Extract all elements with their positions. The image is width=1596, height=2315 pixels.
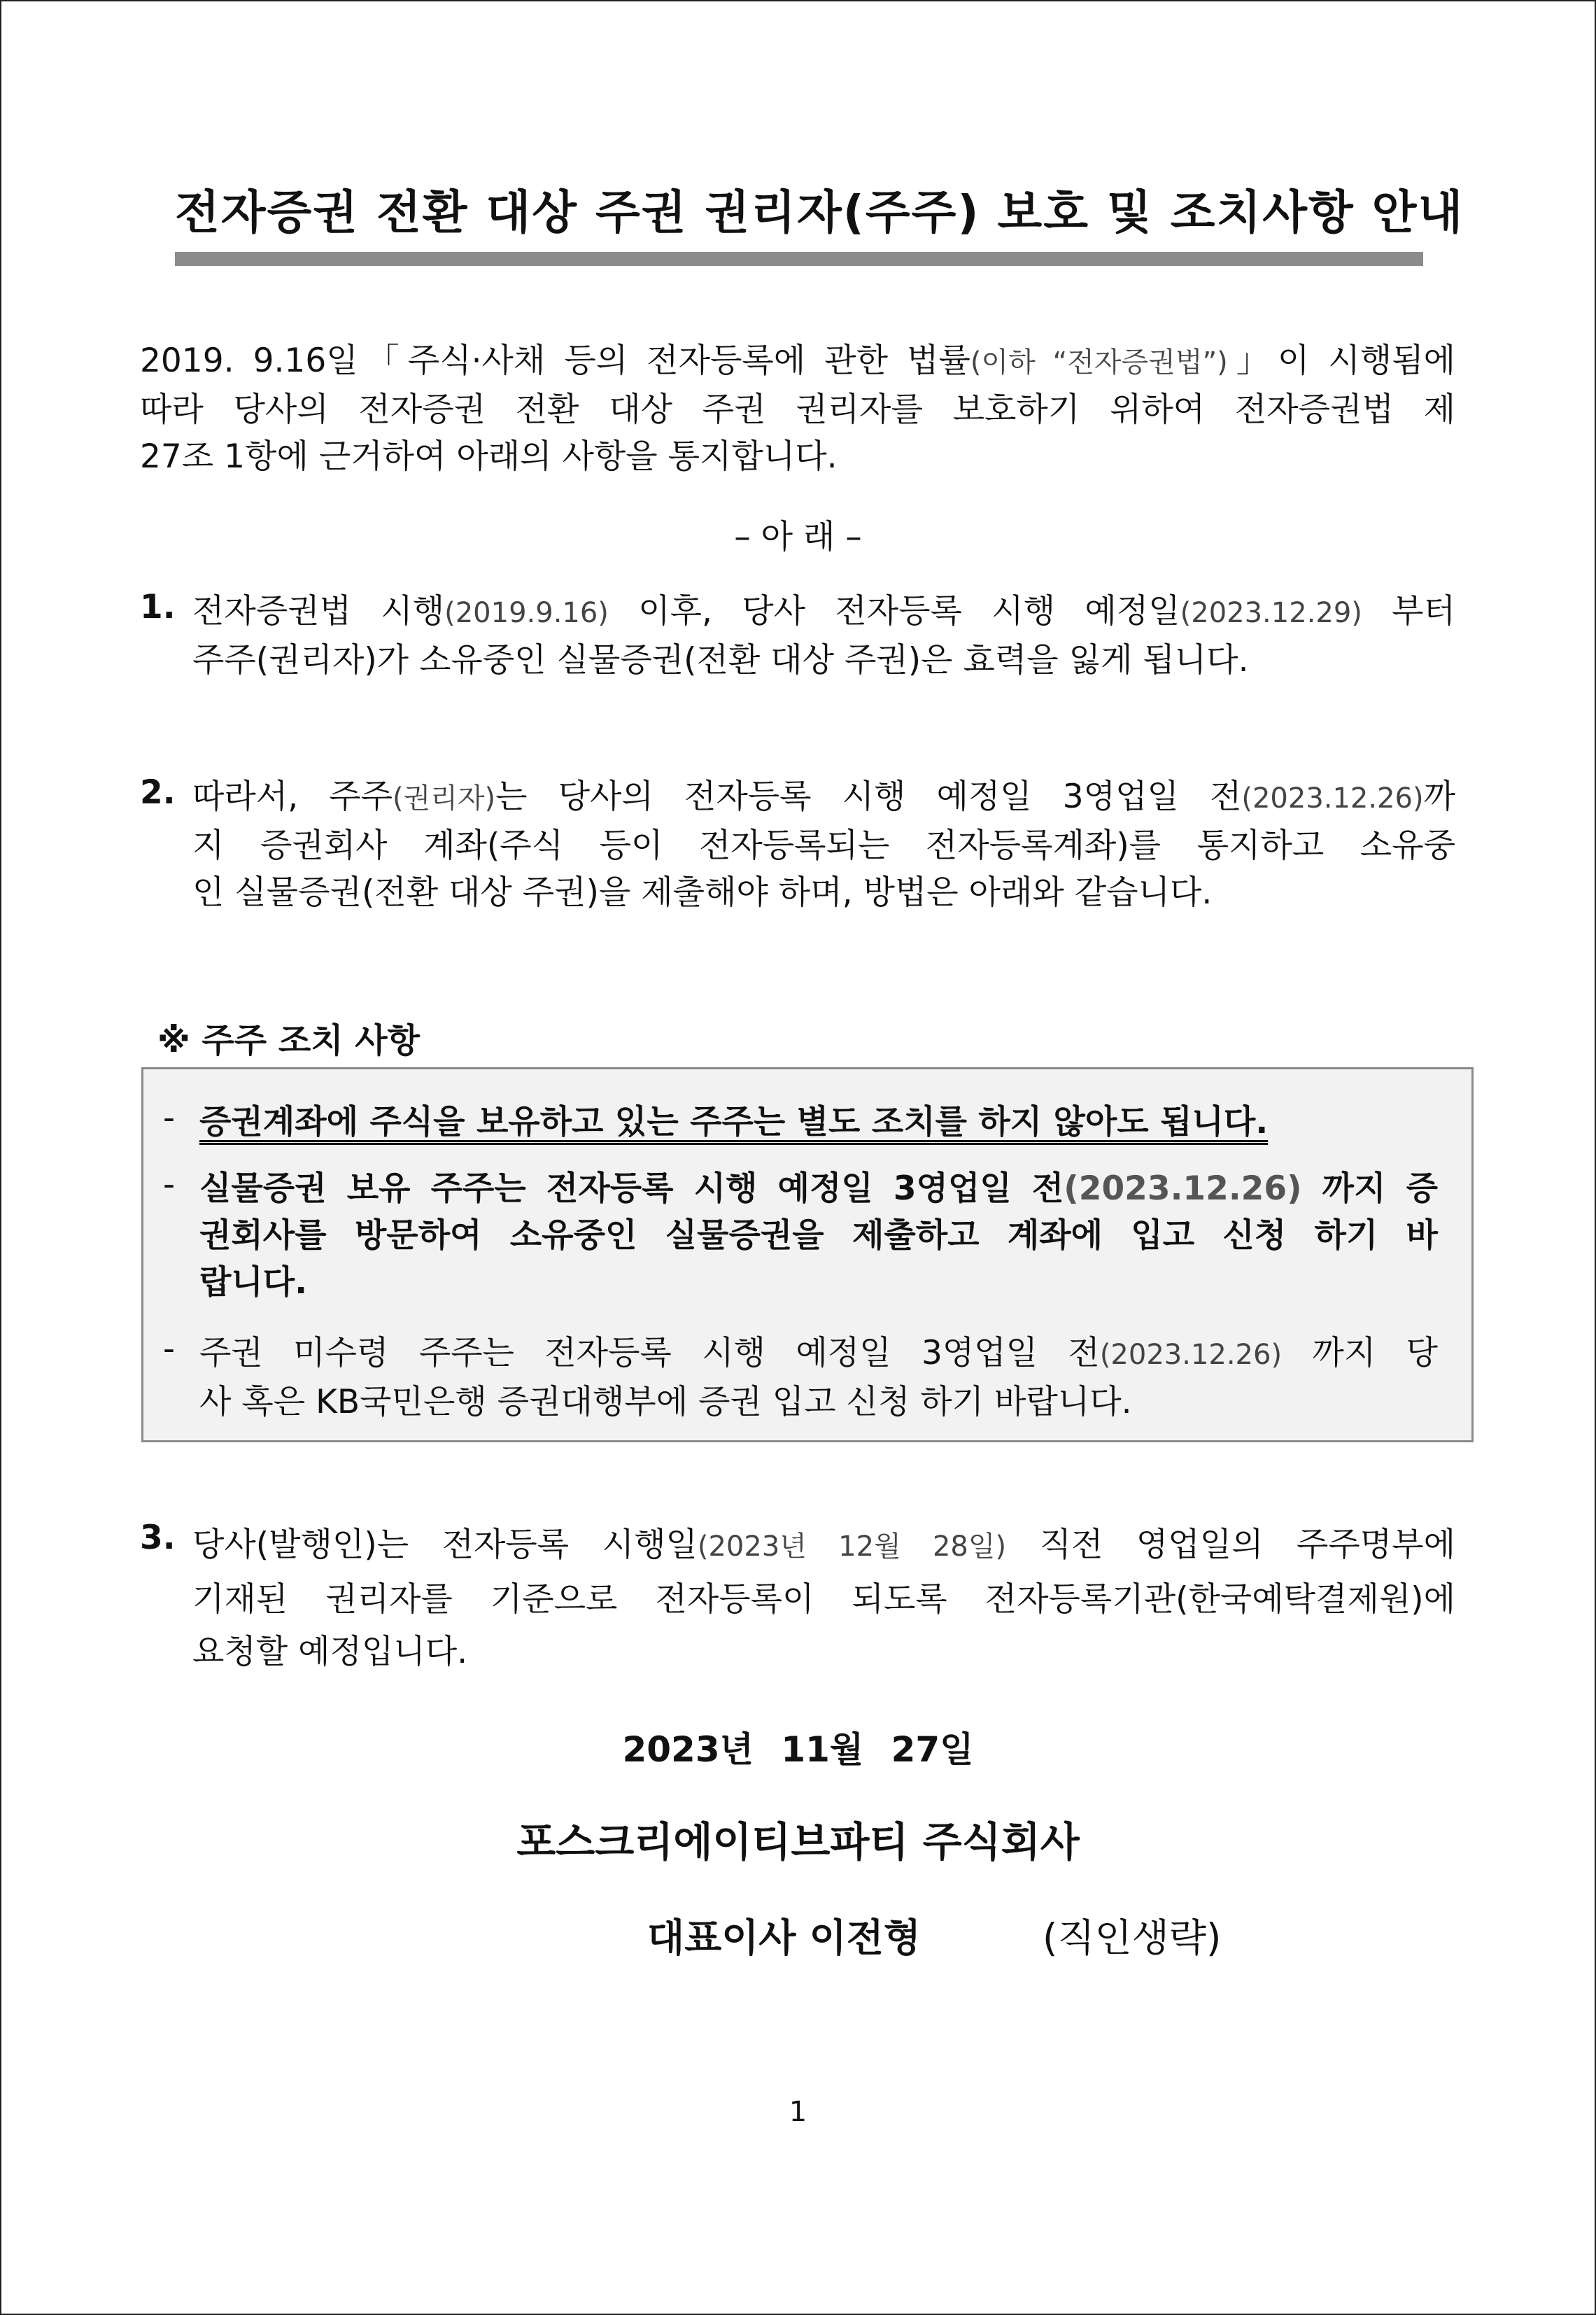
company-name: 포스크리에이티브파티 주식회사 (516, 1818, 1080, 1866)
item-2-number: 2. (140, 773, 176, 812)
item-2-line-1: 따라서, 주주(권리자)는 당사의 전자등록 시행 예정일 3영업일 전(2023.12.26)까 (192, 777, 1455, 816)
item-1-number: 1. (140, 588, 176, 626)
ceo-name: 대표이사 이전형 (647, 1915, 921, 1960)
below-label: – 아 래 – (734, 518, 862, 556)
intro-line-1: 2019. 9.16일「주식·사채 등의 전자등록에 관한 법률(이하 “전자증권법”)」이 시행됨에 (140, 342, 1455, 380)
bullet-dash-3: - (163, 1330, 175, 1368)
page-number: 1 (789, 2096, 807, 2128)
bullet-3-line-1: 주권 미수령 주주는 전자등록 시행 예정일 3영업일 전(2023.12.26) 까지 당 (199, 1334, 1438, 1372)
item-2-body (192, 773, 1455, 916)
item-3-number: 3. (140, 1519, 176, 1557)
bullet-dash-2: - (163, 1165, 175, 1204)
bullet-2 (199, 1165, 1438, 1306)
bullet-2-line-3: 랍니다. (199, 1263, 308, 1302)
item-1-body (192, 588, 1455, 684)
item-2-line-3: 인 실물증권(전환 대상 주권)을 제출해야 하며, 방법은 아래와 같습니다. (192, 873, 1213, 912)
notice-date: 2023년 11월 27일 (622, 1729, 974, 1770)
seal-omitted-note: (직인생략) (1043, 1915, 1222, 1960)
bullet-1-text: 증권계좌에 주식을 보유하고 있는 주주는 별도 조치를 하지 않아도 됩니다. (199, 1103, 1269, 1141)
item-3-line-1: 당사(발행인)는 전자등록 시행일(2023년 12월 28일) 직전 영업일의 주주명부에 (192, 1526, 1456, 1564)
bullet-dash-1: - (163, 1099, 175, 1137)
item-1-line-2: 주주(권리자)가 소유중인 실물증권(전환 대상 주권)은 효력을 잃게 됩니다. (192, 641, 1249, 680)
document-title: 전자증권 전환 대상 주권 권리자(주주) 보호 및 조치사항 안내 (175, 185, 1464, 239)
bullet-2-line-1: 실물증권 보유 주주는 전자등록 시행 예정일 3영업일 전(2023.12.26) 까지 증 (199, 1169, 1438, 1208)
intro-line-3: 27조 1항에 근거하여 아래의 사항을 통지합니다. (140, 437, 838, 476)
item-3-body (192, 1519, 1455, 1678)
item-3-line-2: 기재된 권리자를 기준으로 전자등록이 되도록 전자등록기관(한국예탁결제원)에 (192, 1580, 1455, 1619)
intro-line-2: 따라 당사의 전자증권 전환 대상 주권 권리자를 보호하기 위하여 전자증권법 제 (140, 390, 1455, 429)
bullet-2-line-2: 권회사를 방문하여 소유중인 실물증권을 제출하고 계좌에 입고 신청 하기 바 (199, 1216, 1438, 1255)
title-underline-bar (175, 252, 1423, 266)
bullet-1 (199, 1099, 1438, 1146)
item-1-line-1: 전자증권법 시행(2019.9.16) 이후, 당사 전자등록 시행 예정일(2023.12.29) 부터 (192, 592, 1455, 631)
bullet-3 (199, 1330, 1438, 1426)
notice-heading: ※ 주주 조치 사항 (157, 1021, 421, 1060)
item-2-line-2: 지 증권회사 계좌(주식 등이 전자등록되는 전자등록계좌)를 통지하고 소유중 (192, 826, 1455, 865)
bullet-3-line-2: 사 혹은 KB국민은행 증권대행부에 증권 입고 신청 하기 바랍니다. (199, 1383, 1132, 1421)
item-3-line-3: 요청할 예정입니다. (192, 1633, 468, 1671)
intro-paragraph (140, 337, 1455, 480)
